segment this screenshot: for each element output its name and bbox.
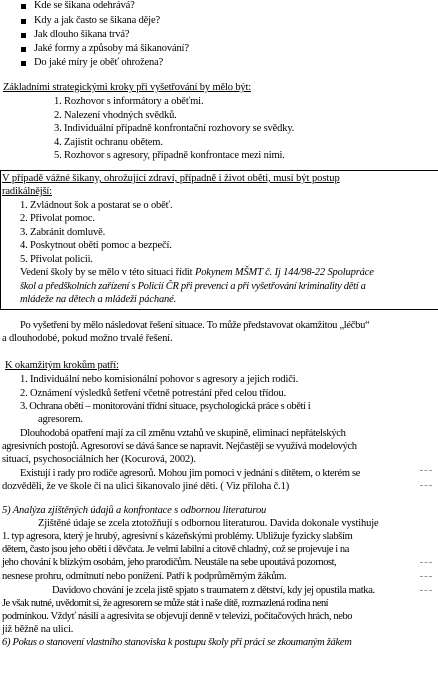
question-item: Jaké formy a způsoby má šikanování? [34,43,189,54]
margin-mark [420,485,432,486]
immediate-heading: K okamžitým krokům patří: [5,360,119,371]
section-5-line: jíž běžně na ulici. [2,624,74,635]
question-item: Kde se šikana odehrává? [34,0,135,11]
longterm-paragraph: Dlouhodobá opatření mají za cíl změnu vztahů ve skupině, eliminaci nepřátelských [20,428,346,439]
longterm-paragraph-cont: situací, psychosociálních her (Kocurová, 2002). [2,454,196,465]
section-6-title: 6) Pokus o stanovení vlastního stanoviska k postupu školy při práci se zkoumaným žákem [2,637,352,648]
longterm-paragraph-cont: agresivních postojů. Agresorovi se dává šance se napravit. Nejčastěji se využívá modelových [2,441,357,452]
section-5-line: podmínkou. Vždyť násilí a agresivita se objevují denně v televizi, počítačových hrách, nebo [2,611,353,622]
after-paragraph: Po vyšetření by mělo následovat řešení situace. To může představovat okamžitou „léčbu“ [20,320,370,331]
section-5-line: dětem, často jsou jeho oběti i děvčata. Je velmi labilní a citově chladný, což se projevuje i na [2,544,349,555]
guideline-line [20,267,374,279]
strategic-step: 3. Individuální případně konfrontační rozhovory se svědky. [54,123,295,134]
section-5-line: Je však nutné, uvědomit si, že agresorem se může stát i naše dítě, rozmazlená rodina není [2,598,329,609]
bullet-icon [21,61,26,66]
severe-step: 5. Přivolat policii. [20,254,93,265]
severe-heading-cont: radikálnější: [2,186,52,197]
severe-heading: V případě vážné šikany, ohrožující zdraví, případně i život oběti, musí být postup [2,173,340,184]
bullet-icon [21,33,26,38]
bullet-icon [21,47,26,52]
immediate-step: 1. Individuální nebo komisionální pohovor s agresory a jejich rodiči. [20,374,299,385]
bullet-icon [21,4,26,9]
margin-mark [420,576,432,577]
severe-step: 4. Poskytnout oběti pomoc a bezpečí. [20,240,172,251]
question-item: Do jaké míry je oběť ohrožena? [34,57,164,68]
strategic-step: 5. Rozhovor s agresory, případně konfrontace mezi nimi. [54,150,285,161]
margin-mark [420,590,432,591]
severe-step: 3. Zabránit domluvě. [20,227,106,238]
section-5-line: Zjištěné údaje se zcela ztotožňují s odbornou literaturou. Davida dokonale vystihuje [38,518,379,529]
section-5-line: 1. typ agresora, který je hrubý, agresivní s kázeňskými problémy. Ubližuje fyzicky slabším [2,531,353,542]
strategic-heading: Základními strategickými kroky při vyšetřování by mělo být: [3,82,252,93]
strategic-step: 1. Rozhovor s informátory a oběťmi. [54,96,204,107]
divider-line [0,170,438,171]
guideline-ref: Pokynem MŠMT č. Ij 144/98-22 Spolupráce [192,267,374,278]
margin-mark [420,562,432,563]
guideline-lead: Vedení školy by se mělo v této situaci řídit [20,267,193,278]
margin-bar [0,170,1,310]
severe-step: 2. Přivolat pomoc. [20,213,95,224]
parents-paragraph: Existují i rady pro rodiče agresorů. Mohou jim pomoci v jednání s dítětem, o kterém se [20,468,361,479]
severe-step: 1. Zvládnout šok a postarat se o oběť. [20,200,173,211]
strategic-step: 4. Zajistit ochranu obětem. [54,137,163,148]
bullet-icon [21,19,26,24]
question-item: Kdy a jak často se šikana děje? [34,15,160,26]
section-5-line: Davidovo chování je zcela jistě spjato s traumatem z dětství, kdy jej opustila matka. [52,585,375,596]
strategic-step: 2. Nalezení vhodných svědků. [54,110,177,121]
margin-mark [420,470,432,471]
guideline-ref-cont: mládeže na dětech a mládeži páchané. [20,294,177,305]
parents-paragraph-cont: dozvěděli, že ve škole či na ulici šikanovalo jiné děti. ( Viz příloha č.1) [2,481,290,492]
question-item: Jak dlouho šikana trvá? [34,29,130,40]
guideline-ref-cont: škol a předškolních zařízení s Policií ČR při prevenci a při vyšetřování kriminality dětí a [20,281,366,292]
section-5-line: jeho chování k blízkým osobám, jeho prarodičům. Neustále na sebe upoutává pozornost, [2,557,337,568]
section-5-line: nesnese prohru, odmítnutí nebo ponížení. Patří k podprůměrným žákům. [2,571,287,582]
section-5-title: 5) Analýza zjištěných údajů a konfrontace s odbornou literaturou [2,505,267,516]
immediate-step-cont: agresorem. [38,414,83,425]
divider-line [0,309,438,310]
immediate-step: 3. Ochrana obětí – monitorování třídní situace, psychologická práce s obětí i [20,401,311,412]
immediate-step: 2. Oznámení výsledků šetření včetně potrestání před celou třídou. [20,388,287,399]
after-paragraph-cont: a dlouhodobé, pokud možno trvalé řešení. [2,333,173,344]
